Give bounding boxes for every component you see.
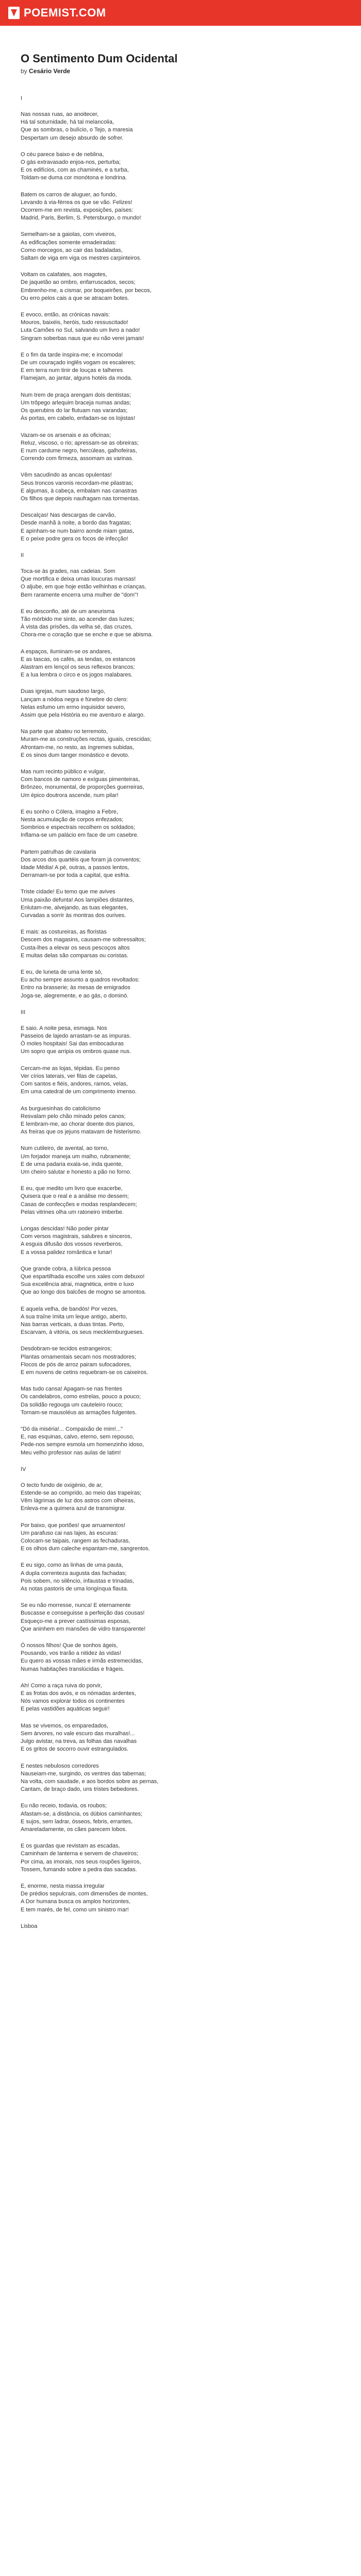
poem-line: Saltam de viga em viga os mestres carpinteiros. bbox=[21, 255, 142, 262]
poem-line: E a lua lembra o circo e os jogos malabares. bbox=[21, 672, 133, 679]
poem-line: Longas descidas! Não poder pintar bbox=[21, 1225, 109, 1232]
poem-line: Afrontam-me, no resto, as íngremes subidas, bbox=[21, 744, 135, 751]
poem-line: Uma paixão defunta! Aos lampiões distantes, bbox=[21, 896, 135, 903]
poem-line: Mouros, baixéis, heróis, tudo ressuscitado! bbox=[21, 319, 128, 326]
poem-line: Lançam a nódoa negra e fúnebre do clero: bbox=[21, 696, 128, 703]
poem-line: Da solidão regouga um cauteleiro rouco; bbox=[21, 1401, 123, 1408]
poem-line: Buscasse e conseguisse a perfeição das cousas! bbox=[21, 1610, 145, 1617]
poem-line: Eu não receio, todavia, os roubos; bbox=[21, 1803, 107, 1809]
poem-line: E, enorme, nesta massa irregular bbox=[21, 1883, 105, 1889]
poem-line: Desdobram-se tecidos estrangeiros; bbox=[21, 1346, 112, 1352]
poem-line: E muitas delas são comparsas ou coristas. bbox=[21, 952, 129, 959]
poem-line: Mas se vivemos, os emparedados, bbox=[21, 1722, 108, 1729]
poem-line: Enlutam-me, alvejando, as tuas elegantes, bbox=[21, 904, 128, 911]
poem-line: Nas nossas ruas, ao anoitecer, bbox=[21, 111, 99, 117]
poem-title: O Sentimento Dum Ocidental bbox=[21, 52, 178, 65]
pen-icon bbox=[8, 7, 20, 19]
poem-content bbox=[21, 52, 340, 1930]
poem-line: Sua excelência atrai, magnética, entre o luxo bbox=[21, 1281, 134, 1288]
poem-line: Mas num recinto público e vulgar, bbox=[21, 769, 105, 775]
poem-line: Os candelabros, como estrelas, pouco a pouco; bbox=[21, 1394, 141, 1400]
poem-line: E eu, de luneta de uma lente só, bbox=[21, 969, 103, 976]
poem-line: Tossem, fumando sobre a pedra das sacadas. bbox=[21, 1866, 137, 1873]
stanza bbox=[21, 608, 340, 639]
poem-line: Pousando, vos trarão a nitidez às vidas! bbox=[21, 1650, 122, 1657]
poem-line: Que espartilhada escolhe uns xales com debuxo! bbox=[21, 1273, 145, 1280]
stanza bbox=[21, 1682, 340, 1714]
poem-line: Singram soberbas naus que eu não verei jamais! bbox=[21, 335, 144, 342]
poem-line: E nestes nebulosos corredores bbox=[21, 1762, 99, 1769]
stanza bbox=[21, 1105, 340, 1137]
poem-line: Reluz, viscoso, o rio; apressam-se as obreiras; bbox=[21, 439, 139, 446]
stanza bbox=[21, 849, 340, 880]
stanza bbox=[21, 808, 340, 840]
stanza bbox=[21, 648, 340, 680]
author-name[interactable]: Cesário Verde bbox=[29, 67, 71, 75]
poem-line: Num cutileiro, de avental, ao torno, bbox=[21, 1145, 109, 1152]
poem-line: Julgo avistar, na treva, as folhas das navalhas bbox=[21, 1738, 137, 1745]
poem-line: Um parafuso cai nas lajes, às escuras: bbox=[21, 1530, 118, 1536]
poem-line: Alastram em lençol os seus reflexos brancos; bbox=[21, 664, 135, 670]
poem-line: Partem patrulhas de cavalaria bbox=[21, 849, 96, 855]
poem-line: Pois sobem, no silêncio, infaustas e trinadas, bbox=[21, 1578, 135, 1584]
poem-line: Sem árvores, no vale escuro das muralhas!... bbox=[21, 1730, 135, 1737]
poem-line: E tem marés, de fel, como um sinistro mar! bbox=[21, 1906, 129, 1913]
byline bbox=[21, 67, 340, 75]
poem-line: A sua traîne imita um leque antigo, aberto, bbox=[21, 1313, 127, 1320]
poem-line: Que grande cobra, a lúbrica pessoa bbox=[21, 1265, 111, 1272]
poem-line: Dos arcos dos quartéis que foram já conventos; bbox=[21, 856, 141, 863]
poem-line: A Dor humana busca os amplos horizontes, bbox=[21, 1899, 130, 1905]
poem-line: Mas tudo cansa! Apagam-se nas frentes bbox=[21, 1386, 122, 1393]
poem-line: Sombrios e espectrais recolhem os soldados; bbox=[21, 824, 135, 831]
poem-line: Os filhos que depois naufragam nas tormentas. bbox=[21, 495, 140, 502]
poem-line: De prédios sepulcrais, com dimensões de montes, bbox=[21, 1891, 148, 1897]
poem-line: E os sinos dum tanger monástico e devoto. bbox=[21, 752, 129, 758]
poem-line: E sujos, sem ladrar, ósseos, febris, errantes, bbox=[21, 1818, 133, 1825]
stanza bbox=[21, 1025, 340, 1056]
poem-line: Despertam um desejo absurdo de sofrer. bbox=[21, 134, 124, 141]
poem-line: E algumas, à cabeça, embalam nas canastras bbox=[21, 487, 137, 494]
stanza bbox=[21, 568, 340, 599]
poem-line: As freiras que os jejuns matavam de histerismo. bbox=[21, 1129, 142, 1136]
poem-line: Triste cidade! Eu temo que me avives bbox=[21, 889, 116, 895]
stanza bbox=[21, 1722, 340, 1754]
stanza bbox=[21, 512, 340, 543]
stanza bbox=[21, 351, 340, 383]
poem-line: O gás extravasado enjoa-nos, perturba; bbox=[21, 159, 121, 166]
poem-line: E eu sonho o Cólera, imagino a Febre, bbox=[21, 808, 118, 815]
poem-line: Caminham de lanterna e servem de chaveiros; bbox=[21, 1851, 139, 1857]
stanza bbox=[21, 1482, 340, 1513]
poem-line: Nas barras verticais, a duas tintas. Perto, bbox=[21, 1321, 125, 1328]
poem-line: Muram-me as construções rectas, iguais, crescidas; bbox=[21, 736, 152, 743]
poem-line: Vêm lágrimas de luz dos astros com olheiras, bbox=[21, 1498, 135, 1504]
poem-line: E lembram-me, ao chorar doente dos pianos, bbox=[21, 1121, 135, 1127]
poem-line: E as frotas dos avós, e os nómadas ardentes, bbox=[21, 1690, 136, 1697]
poem-line: Escarvam, à vitória, os seus mecklemburgueses. bbox=[21, 1329, 144, 1336]
poem-line: E apinham-se num bairro aonde miam gatas, bbox=[21, 528, 135, 534]
poem-line: Nós vamos explorar todos os continentes bbox=[21, 1698, 125, 1705]
poem-line: E pelas vastidões aquáticas seguir! bbox=[21, 1706, 110, 1713]
poem-line: Toldam-se duma cor monótona e londrina. bbox=[21, 175, 127, 181]
stanza bbox=[21, 1842, 340, 1874]
poem-line: E saio. A noite pesa, esmaga. Nos bbox=[21, 1025, 107, 1031]
poem-line: Tornam-se mausoléus as armações fulgentes. bbox=[21, 1409, 137, 1416]
part-numeral: I bbox=[21, 95, 23, 101]
poem-line: Um épico doutrora ascende, num pilar! bbox=[21, 792, 119, 799]
poem-line: Plantas ornamentais secam nos mostradores; bbox=[21, 1353, 136, 1360]
stanza bbox=[21, 311, 340, 343]
poem-line: Um sopro que arripia os ombros quase nus. bbox=[21, 1048, 131, 1055]
poem-line: E as tascas, os cafés, as tendas, os estancos bbox=[21, 656, 136, 663]
poem-line: Ah! Como a raça ruiva do porvir, bbox=[21, 1682, 102, 1689]
poem-line: Amareladamente, os cães parecem lobos. bbox=[21, 1826, 127, 1833]
poem-line: E em terra num tinir de louças e talheres bbox=[21, 367, 123, 374]
poem-line: De jaquetão ao ombro, enfarruscados, secos; bbox=[21, 279, 136, 286]
stanza bbox=[21, 1265, 340, 1297]
poem-line: E de uma padaria exala-se, inda quente, bbox=[21, 1161, 123, 1167]
poem-line: As burguesinhas do catolicismo bbox=[21, 1105, 101, 1112]
stanza bbox=[21, 969, 340, 1000]
poem-line: Pelas vitrines olha um ratoneiro imberbe. bbox=[21, 1209, 124, 1215]
poem-line: Resvalam pelo chão minado pelos canos; bbox=[21, 1113, 126, 1120]
poem-line: Com bancos de namoro e exíguas pimenteiras, bbox=[21, 776, 140, 783]
poem-line: Descalças! Nas descargas de carvão, bbox=[21, 512, 116, 519]
poem-line: Que as sombras, o bulício, o Tejo, a maresia bbox=[21, 127, 133, 133]
poem-line: E eu, que medito um livro que exacerbe, bbox=[21, 1185, 123, 1192]
poem-body bbox=[21, 95, 340, 1914]
poem-line: Bem raramente encerra uma mulher de "dom"! bbox=[21, 591, 138, 598]
site-logo[interactable] bbox=[8, 6, 106, 20]
stanza bbox=[21, 1762, 340, 1794]
stanza bbox=[21, 1306, 340, 1337]
poem-line: E, nas esquinas, calvo, eterno, sem repouso, bbox=[21, 1434, 135, 1440]
part-numeral: II bbox=[21, 552, 24, 558]
poem-line: Joga-se, alegremente, e ao gás, o dominó. bbox=[21, 992, 129, 999]
poem-line: Derramam-se por toda a capital, que esfria. bbox=[21, 872, 130, 879]
poem-line: Por baixo, que portões! que arruamentos! bbox=[21, 1522, 126, 1529]
poem-line: Afastam-se, a distância, os dúbios caminhantes; bbox=[21, 1810, 143, 1817]
poem-line: Chora-me o coração que se enche e que se abisma. bbox=[21, 632, 153, 638]
poem-line: E o fim da tarde inspira-me; e incomoda! bbox=[21, 351, 123, 358]
poem-line: Luta Camões no Sul, salvando um livro a nado! bbox=[21, 327, 140, 334]
poem-line: Flamejam, ao jantar, alguns hotéis da moda. bbox=[21, 375, 133, 382]
poem-line: Nelas esfumo um ermo inquisidor severo, bbox=[21, 704, 125, 710]
poem-line: Um trôpego arlequim braceja numas andas; bbox=[21, 399, 132, 406]
poem-line: Cercam-me as lojas, tépidas. Eu penso bbox=[21, 1065, 120, 1072]
poem-line: Pede-nos sempre esmola um homenzinho idoso, bbox=[21, 1442, 144, 1448]
poem-line: E num cardume negro, hercúleas, galhofeiras, bbox=[21, 447, 137, 454]
poem-line: Idade Média! A pé, outras, a passos lentos, bbox=[21, 865, 129, 871]
poem-line: E aquela velha, de bandós! Por vezes, bbox=[21, 1306, 118, 1312]
poem-line: E os edifícios, com as chaminés, e a turba, bbox=[21, 167, 129, 174]
poem-line: E o peixe podre gera os focos de infecção! bbox=[21, 535, 128, 542]
poem-line: Brônzeo, monumental, de proporções guerreiras, bbox=[21, 784, 144, 791]
poem-line: Um forjador maneja um malho, rubramente; bbox=[21, 1153, 131, 1160]
stanza bbox=[21, 471, 340, 503]
poem-line: Vazam-se os arsenais e as oficinas; bbox=[21, 432, 111, 438]
poem-line: Ó moles hospitais! Sai das embocaduras bbox=[21, 1041, 124, 1047]
by-label: by bbox=[21, 67, 27, 75]
stanza bbox=[21, 432, 340, 463]
poem-line: Casas de confecções e modas resplandecem; bbox=[21, 1201, 137, 1208]
logo-text: POEMIST.COM bbox=[24, 6, 106, 19]
poem-line: O céu parece baixo e de neblina, bbox=[21, 151, 104, 158]
poem-line: De um couraçado inglês vogam os escaleres; bbox=[21, 360, 136, 366]
poem-line: Custa-lhes a elevar os seus pescoços altos bbox=[21, 944, 130, 951]
poem-line: Madrid, Paris, Berlim, S. Petersburgo, o mundo! bbox=[21, 215, 141, 222]
poem-line: Quisera que o real e a análise mo dessem; bbox=[21, 1193, 129, 1200]
poem-line: O aljube, em que hoje estão velhinhas e crianças, bbox=[21, 584, 146, 590]
poem-line: E eu sigo, como as linhas de uma pauta, bbox=[21, 1562, 123, 1569]
poem-line: Com santos e fiéis, andores, ramos, velas, bbox=[21, 1081, 128, 1088]
stanza bbox=[21, 1065, 340, 1096]
stanza bbox=[21, 1883, 340, 1914]
poem-line: Que aninhem em mansões de vidro transparente! bbox=[21, 1625, 146, 1632]
poem-line: Correndo com firmeza, assomam as varinas. bbox=[21, 455, 134, 462]
poem-line: E evoco, então, as crónicas navais: bbox=[21, 312, 110, 318]
stanza bbox=[21, 191, 340, 223]
poem-line: Que ao longo dos balcões de mogno se amontoa. bbox=[21, 1289, 146, 1296]
poem-line: Cantam, de braço dado, uns tristes bebedores. bbox=[21, 1786, 139, 1793]
poem-line: Um cheiro salutar e honesto a pão no forno. bbox=[21, 1168, 132, 1175]
poem-line: Levando à via-férrea os que se vão. Felizes! bbox=[21, 199, 133, 206]
poem-line: Semelham-se a gaiolas, com viveiros, bbox=[21, 231, 117, 238]
stanza bbox=[21, 888, 340, 920]
stanza bbox=[21, 728, 340, 759]
poem-line: Eu acho sempre assunto a quadros revoltados: bbox=[21, 977, 140, 984]
stanza bbox=[21, 1225, 340, 1257]
poem-line: Há tal soturnidade, há tal melancolia, bbox=[21, 119, 114, 126]
poem-line: Ó nossos filhos! Que de sonhos ágeis, bbox=[21, 1642, 118, 1649]
poem-line: Na volta, com saudade, e aos bordos sobre as pernas, bbox=[21, 1778, 159, 1785]
poem-line: Estende-se ao comprido, ao meio das trapeiras; bbox=[21, 1490, 142, 1497]
poem-line: Se eu não morresse, nunca! E eternamente bbox=[21, 1602, 131, 1609]
stanza bbox=[21, 1802, 340, 1834]
stanza bbox=[21, 111, 340, 142]
poem-line: E os olhos dum caleche espantam-me, sangrentos. bbox=[21, 1546, 150, 1552]
poem-line: Assim que pela História eu me aventuro e alargo. bbox=[21, 711, 145, 718]
stanza bbox=[21, 1522, 340, 1553]
poem-place: Lisboa bbox=[21, 1923, 38, 1929]
poem-line: O tecto fundo de oxigénio, de ar, bbox=[21, 1482, 103, 1488]
poem-line: Batem os carros de aluguer, ao fundo, bbox=[21, 191, 117, 198]
poem-line: Passeios de lajedo arrastam-se as impuras. bbox=[21, 1033, 131, 1040]
stanza bbox=[21, 768, 340, 800]
poem-line: Enleva-me a quimera azul de transmigrar. bbox=[21, 1505, 126, 1512]
poem-line: As notas pastoris de uma longínqua flauta. bbox=[21, 1586, 128, 1592]
poem-line: À vista das prisões, da velha sé, das cruzes, bbox=[21, 624, 133, 631]
stanza bbox=[21, 928, 340, 960]
stanza bbox=[21, 392, 340, 423]
poem-line: E eu desconfio, até de um aneurisma bbox=[21, 608, 115, 615]
stanza bbox=[21, 1562, 340, 1593]
part-numeral: IV bbox=[21, 1466, 26, 1472]
poem-line: Voltam os calafates, aos magotes, bbox=[21, 272, 107, 278]
poem-line: Em uma catedral de um comprimento imenso. bbox=[21, 1089, 137, 1095]
stanza bbox=[21, 1185, 340, 1216]
stanza bbox=[21, 1642, 340, 1673]
site-header bbox=[0, 0, 361, 26]
poem-line: Com versos magistrais, salubres e sinceros, bbox=[21, 1233, 132, 1240]
poem-line: E os guardas que revistam as escadas, bbox=[21, 1843, 120, 1850]
poem-line: Às portas, em cabelo, enfadam-se os lojistas! bbox=[21, 415, 135, 422]
poem-line: Na parte que abateu no terremoto, bbox=[21, 728, 108, 735]
poem-line: Ver círios laterais, ver filas de capelas, bbox=[21, 1073, 118, 1079]
poem-line: Eu quero as vossas mães e irmãs estremecidas, bbox=[21, 1658, 143, 1665]
poem-line: Vêm sacudindo as ancas opulentas! bbox=[21, 472, 112, 479]
poem-line: Que mortifica e deixa umas loucuras mansas! bbox=[21, 576, 136, 583]
poem-line: Ocorrem-me em revista, exposições, países: bbox=[21, 207, 134, 214]
poem-line: Descem dos magasins, causam-me sobressaltos; bbox=[21, 937, 146, 943]
stanza bbox=[21, 1385, 340, 1417]
stanza bbox=[21, 1426, 340, 1457]
poem-line: Ou erro pelos cais a que se atracam botes. bbox=[21, 295, 129, 301]
poem-line: Colocam-se taipais, rangem as fechaduras, bbox=[21, 1538, 130, 1545]
poem-line: E os gritos de socorro ouvir estrangulados. bbox=[21, 1746, 129, 1753]
poem-line: E a vossa palidez romântica e lunar! bbox=[21, 1249, 112, 1256]
stanza bbox=[21, 151, 340, 182]
poem-line: Esqueço-me a prever castíssimas esposas, bbox=[21, 1618, 130, 1624]
poem-line: Num trem de praça arengam dois dentistas; bbox=[21, 392, 131, 398]
poem-line: Tão mórbido me sinto, ao acender das luzes; bbox=[21, 616, 135, 622]
stanza bbox=[21, 231, 340, 262]
poem-line: Nesta acumulação de corpos enfezados; bbox=[21, 817, 124, 823]
poem-line: As edificações somente emadeiradas: bbox=[21, 239, 117, 246]
poem-line: E mais: as costureiras, as floristas bbox=[21, 929, 107, 936]
poem-line: Entro na brasserie; às mesas de emigrados bbox=[21, 985, 130, 991]
poem-line: Seus troncos varonis recordam-me pilastras; bbox=[21, 480, 134, 486]
stanza bbox=[21, 271, 340, 302]
poem-line: Embrenho-me, a cismar, por boqueirões, por becos, bbox=[21, 287, 152, 294]
stanza bbox=[21, 1345, 340, 1377]
poem-line: E em nuvens de cetins requebram-se os caixeiros. bbox=[21, 1369, 149, 1376]
poem-line: Toca-se às grades, nas cadeias. Som bbox=[21, 568, 116, 574]
poem-line: "Dó da miséria!... Compaixão de mim!..." bbox=[21, 1426, 123, 1432]
poem-line: Meu velho professor nas aulas de latim! bbox=[21, 1449, 121, 1456]
poem-line: Duas igrejas, num saudoso largo, bbox=[21, 688, 105, 695]
stanza bbox=[21, 1145, 340, 1176]
poem-line: Como morcegos, ao cair das badaladas, bbox=[21, 247, 123, 253]
stanza bbox=[21, 688, 340, 719]
poem-line: Os querubins do lar flutuam nas varandas; bbox=[21, 408, 128, 414]
poem-line: Flocos de pós de arroz pairam sufocadores, bbox=[21, 1361, 132, 1368]
poem-line: A dupla correnteza augusta das fachadas; bbox=[21, 1570, 127, 1577]
stanza bbox=[21, 1602, 340, 1633]
poem-line: Numas habitações translúcidas e frágeis. bbox=[21, 1666, 125, 1672]
poem-line: Nauseiam-me, surgindo, os ventres das tabernas; bbox=[21, 1770, 146, 1777]
part-numeral: III bbox=[21, 1009, 26, 1015]
poem-line: Curvadas a sorrir às montras dos ourives. bbox=[21, 912, 126, 919]
poem-line: A espaços, iluminam-se os andares, bbox=[21, 648, 112, 655]
poem-line: A esguia difusão dos vossos reverberos, bbox=[21, 1241, 123, 1248]
poem-line: Desde manhã à noite, a bordo das fragatas; bbox=[21, 520, 132, 527]
poem-line: Inflama-se um palácio em face de um casebre. bbox=[21, 832, 139, 839]
poem-line: Por cima, as imorais, nos seus roupões ligeiros, bbox=[21, 1858, 141, 1865]
